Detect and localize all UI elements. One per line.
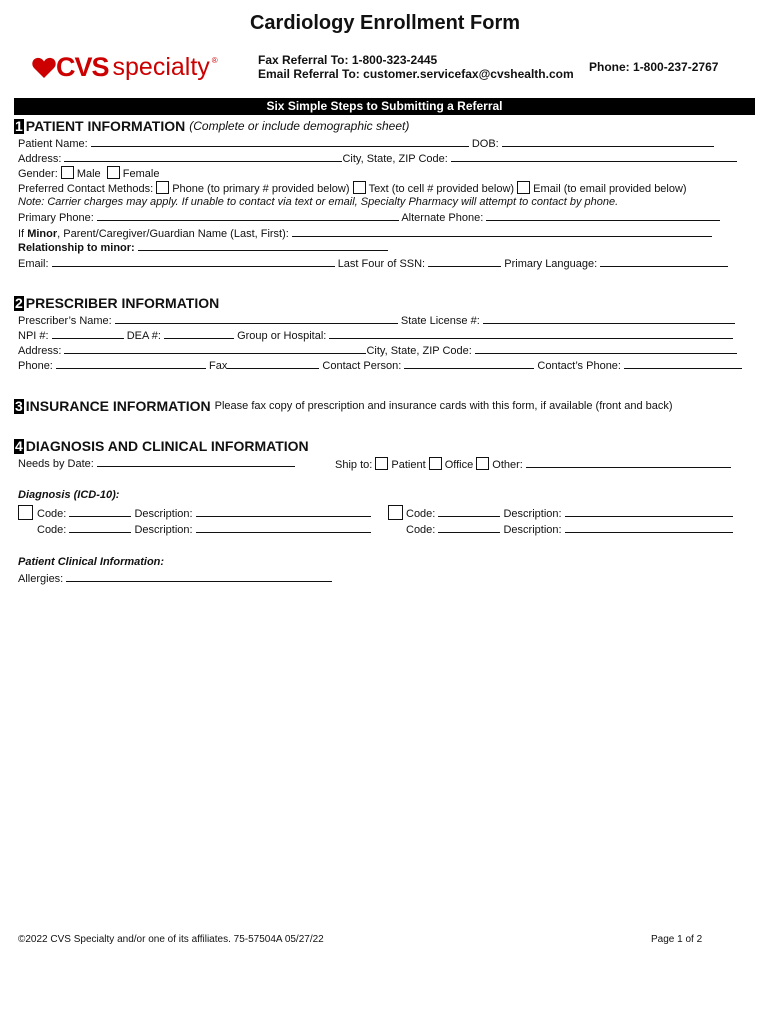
primary-phone-field[interactable] bbox=[97, 211, 399, 221]
female-label: Female bbox=[122, 168, 160, 180]
allergies-field[interactable] bbox=[66, 572, 332, 582]
carrier-note: Note: Carrier charges may apply. If unable to contact via text or email, Specialty Pharmacy will attempt to contact by phone. bbox=[18, 196, 619, 208]
minor-row bbox=[18, 227, 712, 240]
patient-name-field[interactable] bbox=[91, 137, 469, 147]
relationship-row bbox=[18, 241, 388, 254]
contact-methods-row bbox=[18, 181, 687, 195]
npi-row bbox=[18, 329, 733, 342]
prescriber-address-label: Address: bbox=[18, 345, 62, 357]
prescriber-phone-field[interactable] bbox=[56, 359, 206, 369]
language-label: Primary Language: bbox=[504, 258, 598, 270]
icd-checkbox-1[interactable] bbox=[18, 505, 33, 520]
prescriber-name-field[interactable] bbox=[115, 314, 398, 324]
fax-label: Fax bbox=[209, 360, 228, 372]
contact-text-label: Text (to cell # provided below) bbox=[368, 183, 515, 195]
language-field[interactable] bbox=[600, 257, 728, 267]
needs-by-label: Needs by Date: bbox=[18, 458, 94, 470]
contact-methods-label: Preferred Contact Methods: bbox=[18, 183, 154, 195]
code-field[interactable] bbox=[438, 507, 500, 517]
prescriber-name-row bbox=[18, 314, 735, 327]
description-label: Description: bbox=[134, 508, 193, 520]
minor-word: Minor bbox=[27, 228, 58, 240]
gender-row bbox=[18, 166, 159, 180]
fax-field[interactable] bbox=[227, 359, 319, 369]
guardian-label: , Parent/Caregiver/Guardian Name (Last, First): bbox=[57, 228, 289, 240]
phone-row bbox=[18, 211, 720, 224]
ship-to-label: Ship to: bbox=[335, 459, 373, 471]
section-number: 1 bbox=[15, 117, 23, 134]
contact-text-checkbox[interactable] bbox=[353, 181, 366, 194]
section-title: DIAGNOSIS AND CLINICAL INFORMATION bbox=[25, 438, 309, 454]
footer-copyright bbox=[18, 934, 324, 945]
section-number: 2 bbox=[15, 294, 23, 311]
description-field[interactable] bbox=[196, 523, 371, 533]
minor-if: If bbox=[18, 228, 25, 240]
relationship-field[interactable] bbox=[138, 241, 388, 251]
guardian-field[interactable] bbox=[292, 227, 712, 237]
description-field[interactable] bbox=[565, 507, 733, 517]
code-label: Code: bbox=[406, 524, 436, 536]
patient-name-row bbox=[18, 137, 714, 150]
contact-phone-field[interactable] bbox=[624, 359, 742, 369]
code-label: Code: bbox=[37, 524, 67, 536]
code-field[interactable] bbox=[438, 523, 500, 533]
page-title: Cardiology Enrollment Form bbox=[249, 12, 521, 34]
patient-name-label: Patient Name: bbox=[18, 138, 88, 150]
icd-row-4 bbox=[406, 523, 733, 536]
description-field[interactable] bbox=[565, 523, 733, 533]
alt-phone-field[interactable] bbox=[486, 211, 720, 221]
phone-label: Phone: bbox=[589, 60, 630, 74]
steps-banner: Six Simple Steps to Submitting a Referral bbox=[14, 98, 755, 115]
prescriber-city-label: City, State, ZIP Code: bbox=[366, 345, 472, 357]
code-field[interactable] bbox=[69, 507, 131, 517]
ship-office-checkbox[interactable] bbox=[429, 457, 442, 470]
prescriber-name-label: Prescriber’s Name: bbox=[18, 315, 112, 327]
alt-phone-label: Alternate Phone: bbox=[401, 212, 484, 224]
description-field[interactable] bbox=[196, 507, 371, 517]
ship-to-row bbox=[335, 457, 731, 471]
logo-brand: CVS bbox=[56, 52, 109, 82]
license-label: State License #: bbox=[400, 315, 480, 327]
section-number: 3 bbox=[15, 397, 23, 414]
section-diagnosis-header bbox=[14, 438, 309, 454]
primary-phone-label: Primary Phone: bbox=[18, 212, 94, 224]
section-title: PATIENT INFORMATION bbox=[25, 118, 186, 134]
needs-by-row bbox=[18, 457, 295, 470]
phone-value: 1-800-237-2767 bbox=[633, 60, 719, 74]
fax-referral bbox=[258, 53, 437, 67]
heart-icon bbox=[32, 57, 56, 78]
section-title: PRESCRIBER INFORMATION bbox=[25, 295, 220, 311]
npi-label: NPI #: bbox=[18, 330, 49, 342]
code-field[interactable] bbox=[69, 523, 131, 533]
city-field[interactable] bbox=[451, 152, 737, 162]
fax-label: Fax Referral To: bbox=[258, 53, 349, 67]
relationship-label: Relationship to minor: bbox=[18, 242, 135, 254]
ssn-label: Last Four of SSN: bbox=[337, 258, 426, 270]
allergies-row bbox=[18, 572, 332, 585]
code-label: Code: bbox=[406, 508, 436, 520]
section-insurance-header bbox=[14, 398, 673, 414]
dob-field[interactable] bbox=[502, 137, 714, 147]
prescriber-phone-label: Phone: bbox=[18, 360, 53, 372]
ssn-field[interactable] bbox=[428, 257, 501, 267]
contact-phone-checkbox[interactable] bbox=[156, 181, 169, 194]
dob-label: DOB: bbox=[471, 138, 499, 150]
patient-address-row bbox=[18, 152, 737, 165]
cvs-specialty-logo bbox=[32, 52, 218, 83]
prescriber-phone-row bbox=[18, 359, 742, 372]
female-checkbox[interactable] bbox=[107, 166, 120, 179]
prescriber-city-field[interactable] bbox=[475, 344, 737, 354]
description-label: Description: bbox=[134, 524, 193, 536]
license-field[interactable] bbox=[483, 314, 735, 324]
clinical-title: Patient Clinical Information: bbox=[18, 556, 165, 568]
patient-email-label: Email: bbox=[18, 258, 49, 270]
ship-patient-checkbox[interactable] bbox=[375, 457, 388, 470]
contact-email-label: Email (to email provided below) bbox=[533, 183, 687, 195]
code-label: Code: bbox=[37, 508, 67, 520]
icd-title: Diagnosis (ICD-10): bbox=[18, 489, 120, 501]
section-title: INSURANCE INFORMATION bbox=[25, 398, 211, 414]
email-value: customer.servicefax@cvshealth.com bbox=[363, 67, 574, 81]
icd-checkbox-2[interactable] bbox=[388, 505, 403, 520]
group-label: Group or Hospital: bbox=[237, 330, 327, 342]
icd-row-1 bbox=[37, 507, 371, 520]
description-label: Description: bbox=[503, 524, 562, 536]
email-label: Email Referral To: bbox=[258, 67, 360, 81]
male-label: Male bbox=[76, 168, 101, 180]
address-field[interactable] bbox=[64, 152, 342, 162]
form-code: 75-57504A 05/27/22 bbox=[233, 934, 324, 945]
email-referral bbox=[258, 67, 574, 81]
group-field[interactable] bbox=[329, 329, 733, 339]
allergies-label: Allergies: bbox=[18, 573, 64, 585]
section-number: 4 bbox=[15, 437, 23, 454]
phone-contact bbox=[589, 60, 718, 74]
description-label: Description: bbox=[503, 508, 562, 520]
male-checkbox[interactable] bbox=[61, 166, 74, 179]
ship-other-field[interactable] bbox=[526, 458, 731, 468]
logo-word: specialty bbox=[112, 53, 210, 81]
logo-reg: ® bbox=[211, 56, 218, 65]
contact-phone-label: Phone (to primary # provided below) bbox=[172, 183, 350, 195]
contact-person-label: Contact Person: bbox=[322, 360, 402, 372]
email-ssn-row bbox=[18, 257, 728, 270]
prescriber-address-row bbox=[18, 344, 737, 357]
dea-label: DEA #: bbox=[126, 330, 161, 342]
dea-field[interactable] bbox=[164, 329, 234, 339]
city-label: City, State, ZIP Code: bbox=[342, 153, 448, 165]
icd-row-3 bbox=[406, 507, 733, 520]
section-prescriber-header bbox=[14, 295, 219, 311]
prescriber-address-field[interactable] bbox=[64, 344, 366, 354]
patient-email-field[interactable] bbox=[52, 257, 335, 267]
npi-field[interactable] bbox=[52, 329, 124, 339]
section-subtitle: Please fax copy of prescription and insurance cards with this form, if available (front and back) bbox=[214, 400, 673, 412]
gender-label: Gender: bbox=[18, 168, 58, 180]
fax-value: 1-800-323-2445 bbox=[351, 53, 438, 67]
ship-other-checkbox[interactable] bbox=[476, 457, 489, 470]
contact-email-checkbox[interactable] bbox=[517, 181, 530, 194]
address-label: Address: bbox=[18, 153, 62, 165]
contact-person-field[interactable] bbox=[404, 359, 534, 369]
copyright-text: ©2022 CVS Specialty and/or one of its affiliates. bbox=[18, 934, 231, 945]
ship-patient-label: Patient bbox=[391, 459, 426, 471]
ship-office-label: Office bbox=[444, 459, 474, 471]
needs-by-field[interactable] bbox=[97, 457, 295, 467]
icd-row-2 bbox=[37, 523, 371, 536]
contact-phone-label: Contact’s Phone: bbox=[537, 360, 621, 372]
section-subtitle: (Complete or include demographic sheet) bbox=[189, 119, 410, 133]
page-number: Page 1 of 2 bbox=[651, 934, 703, 945]
section-patient-header bbox=[14, 118, 409, 134]
ship-other-label: Other: bbox=[492, 459, 523, 471]
